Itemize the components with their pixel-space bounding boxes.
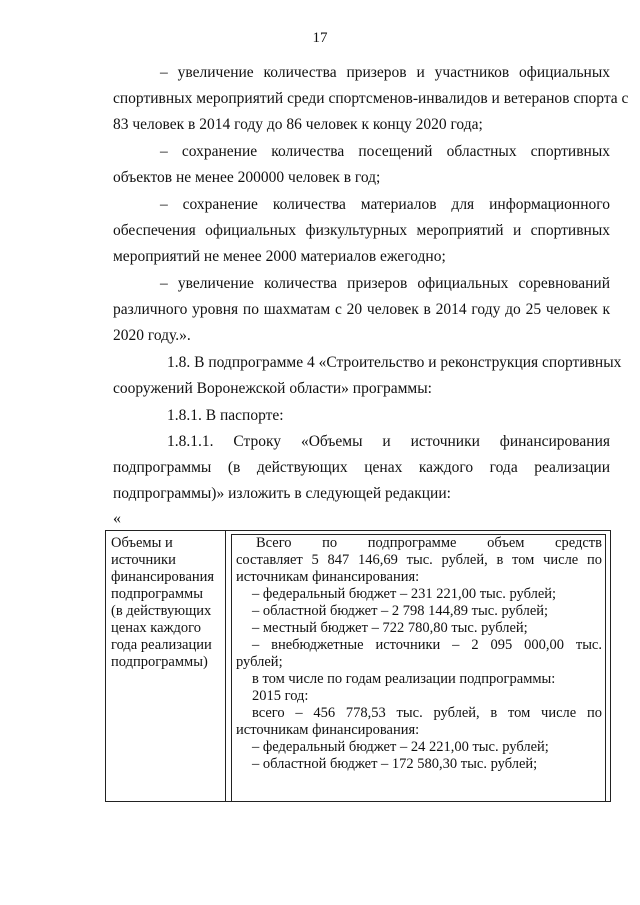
value-line: – федеральный бюджет – 231 221,00 тыс. рублей;: [252, 586, 557, 602]
paragraph-line: – увеличение количества призеров официальных соревнований: [160, 275, 610, 292]
label-line: источники: [111, 552, 176, 568]
value-line: рублей;: [236, 654, 283, 670]
paragraph-line: обеспечения официальных физкультурных мероприятий и спортивных: [113, 222, 610, 239]
table-value-cell: [226, 531, 610, 805]
page-number: 17: [312, 30, 328, 46]
label-line: года реализации: [111, 637, 212, 653]
value-line: – федеральный бюджет – 24 221,00 тыс. рублей;: [252, 739, 549, 755]
paragraph-line: сооружений Воронежской области» программы:: [113, 380, 432, 397]
value-line: составляет 5 847 146,69 тыс. рублей, в том числе по: [236, 552, 602, 568]
paragraph-line: мероприятий не менее 2000 материалов ежегодно;: [113, 248, 446, 265]
paragraph-line: объектов не менее 200000 человек в год;: [113, 169, 381, 186]
value-line: Всего по подпрограмме объем средств: [256, 535, 602, 551]
value-line: всего – 456 778,53 тыс. рублей, в том числе по: [252, 705, 602, 721]
paragraph-line: спортивных мероприятий среди спортсменов-инвалидов и ветеранов спорта с: [113, 90, 629, 107]
label-line: Объемы и: [111, 535, 173, 551]
funding-table: [105, 530, 611, 802]
paragraph-line: 2020 году.».: [113, 327, 191, 344]
paragraph-line: 83 человек в 2014 году до 86 человек к концу 2020 года;: [113, 116, 483, 133]
table-label-cell: [106, 531, 226, 801]
paragraph-line: – увеличение количества призеров и участников официальных: [160, 64, 610, 81]
opening-quote: «: [113, 510, 121, 527]
paragraph-line: – сохранение количества материалов для информационного: [160, 196, 610, 213]
paragraph-line: подпрограммы (в действующих ценах каждого года реализации: [113, 459, 610, 476]
value-line: – внебюджетные источники – 2 095 000,00 тыс.: [252, 637, 602, 653]
value-line: – местный бюджет – 722 780,80 тыс. рублей;: [252, 620, 528, 636]
value-line: – областной бюджет – 2 798 144,89 тыс. рублей;: [252, 603, 549, 619]
paragraph-line: различного уровня по шахматам с 20 человек в 2014 году до 25 человек к: [113, 301, 610, 318]
value-line: 2015 год:: [252, 688, 309, 704]
paragraph-line: подпрограммы)» изложить в следующей редакции:: [113, 485, 451, 502]
paragraph-line: – сохранение количества посещений областных спортивных: [160, 143, 610, 160]
value-line: источникам финансирования:: [236, 722, 420, 738]
value-line: в том числе по годам реализации подпрограммы:: [252, 671, 556, 687]
paragraph-line: 1.8. В подпрограмме 4 «Строительство и реконструкция спортивных: [167, 354, 622, 371]
label-line: подпрограммы): [111, 654, 208, 670]
label-line: ценах каждого: [111, 620, 202, 636]
value-line: источникам финансирования:: [236, 569, 420, 585]
label-line: финансирования: [111, 569, 215, 585]
paragraph-line: 1.8.1.1. Строку «Объемы и источники финансирования: [167, 433, 610, 450]
value-line: – областной бюджет – 172 580,30 тыс. рублей;: [252, 756, 538, 772]
label-line: (в действующих: [111, 603, 212, 619]
label-line: подпрограммы: [111, 586, 203, 602]
paragraph-line: 1.8.1. В паспорте:: [167, 407, 284, 424]
